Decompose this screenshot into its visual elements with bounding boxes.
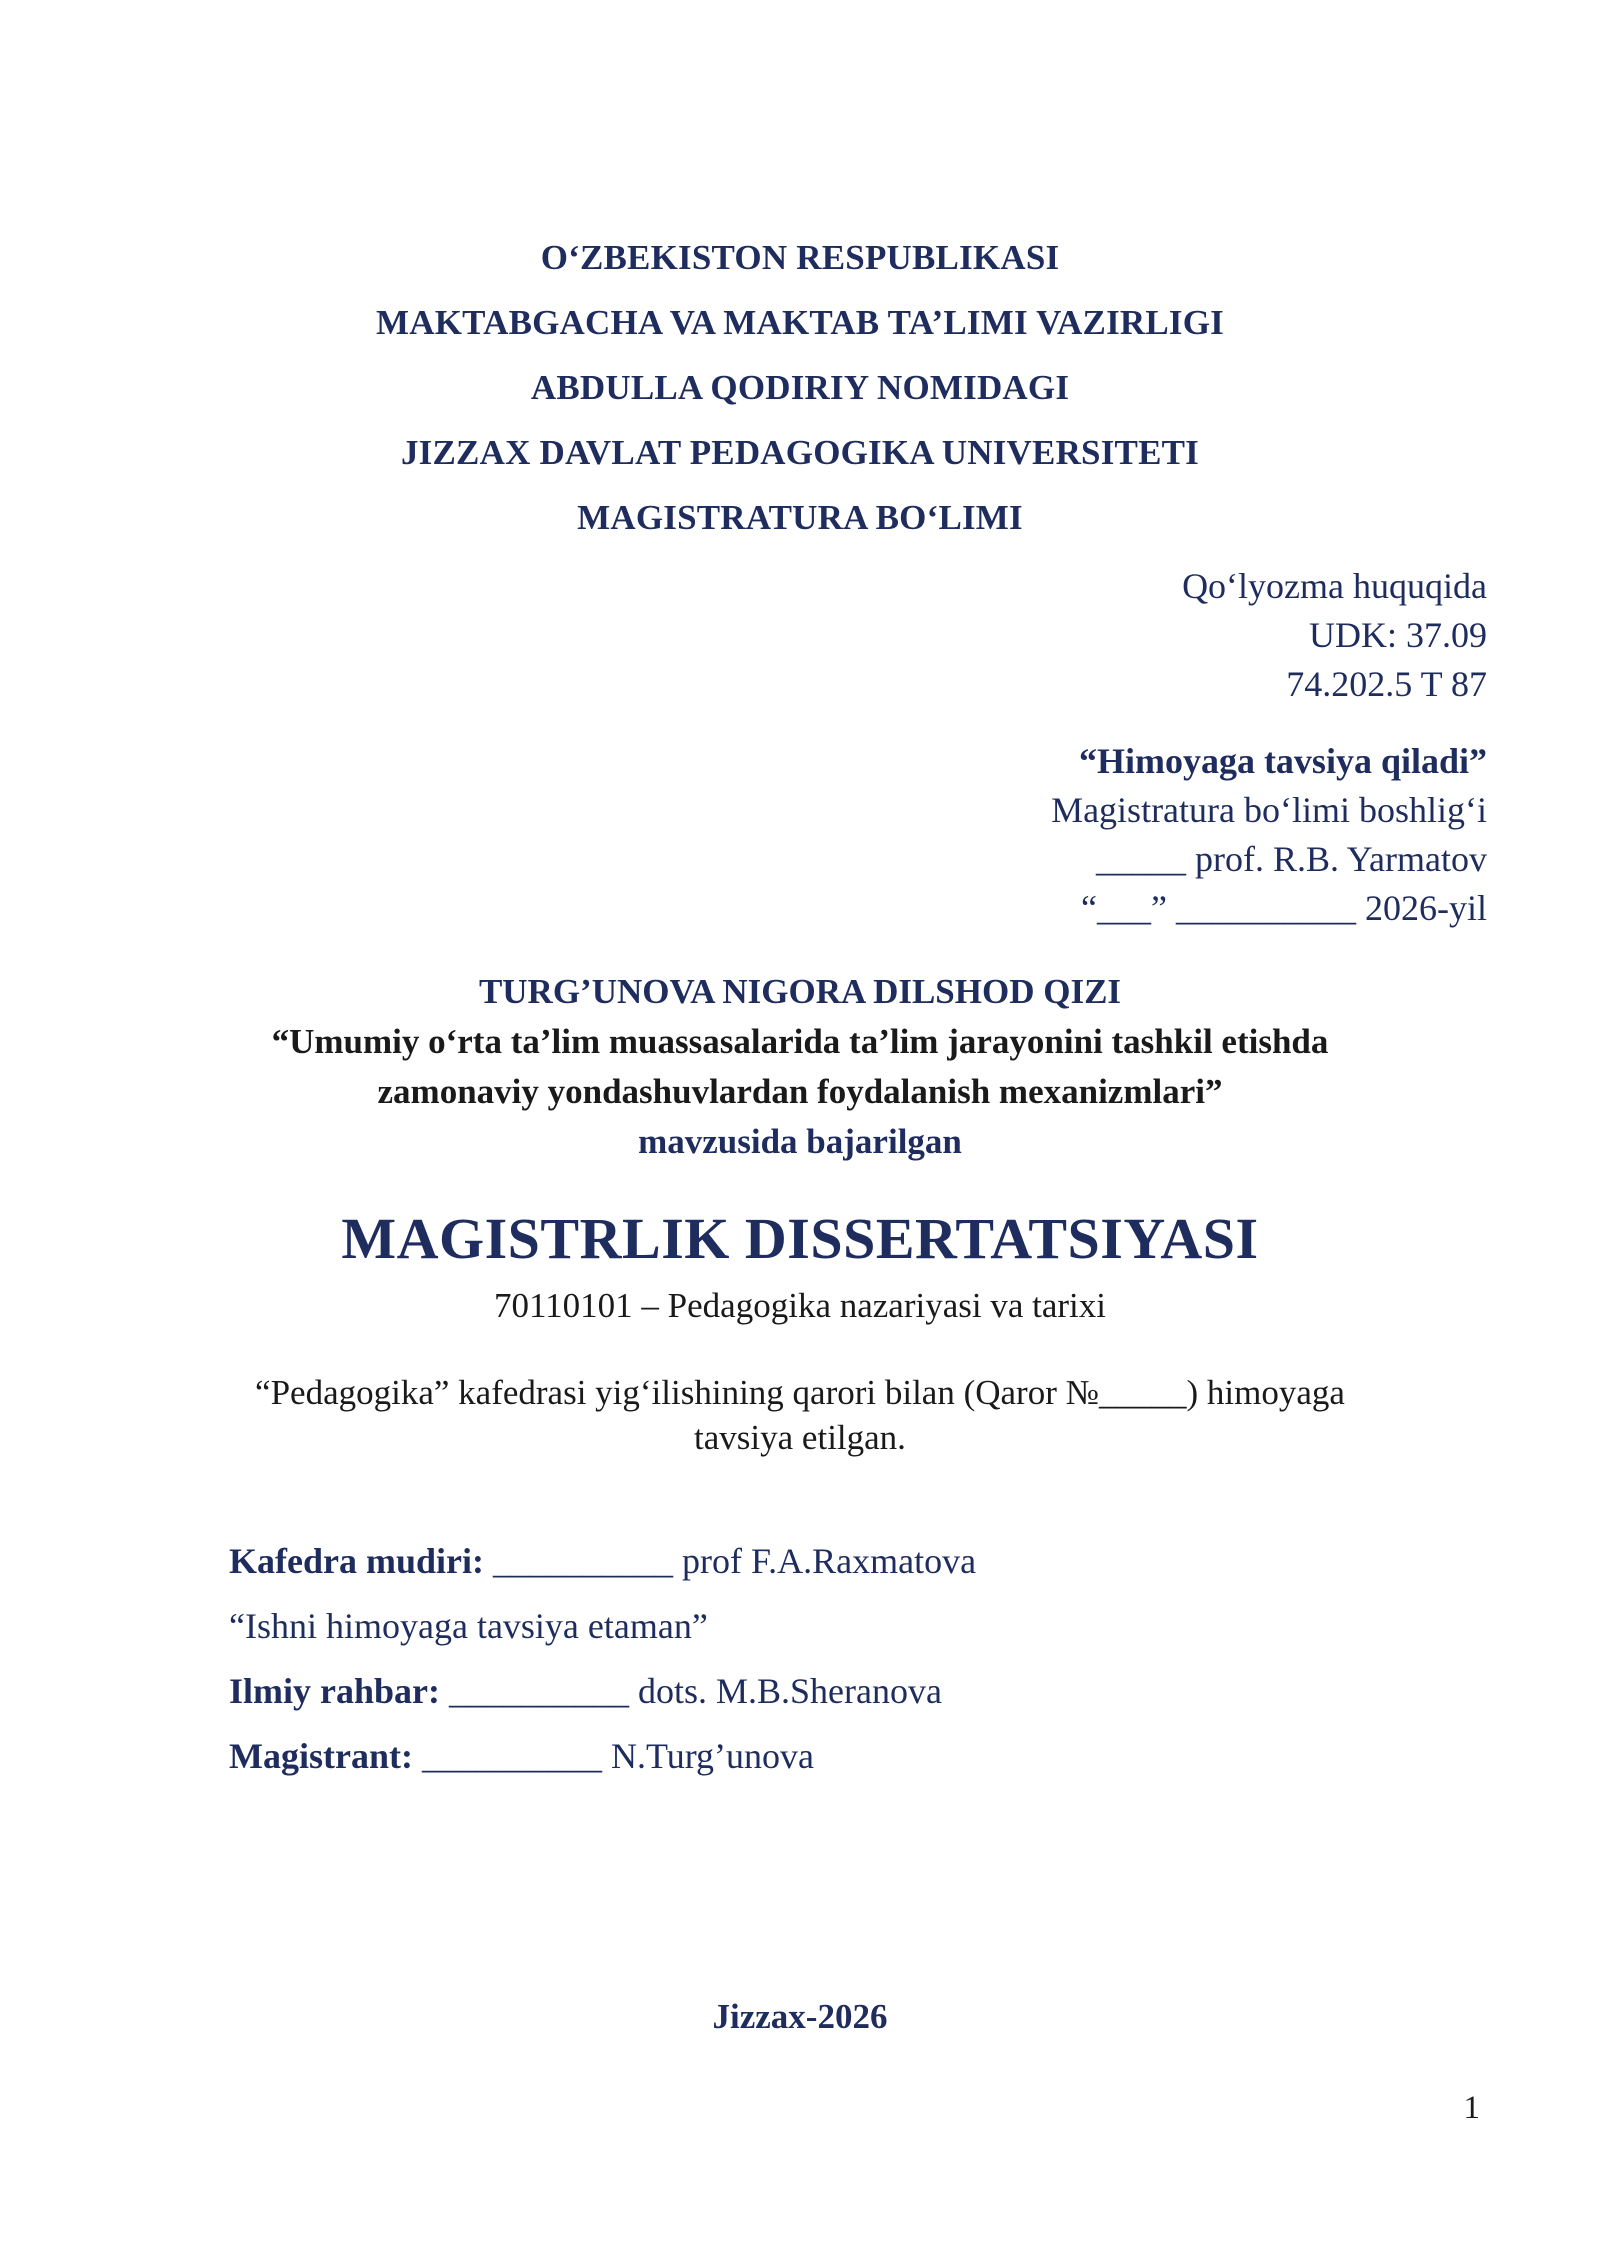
approval-title: “Himoyaga tavsiya qiladi” xyxy=(1078,741,1487,781)
approval-date: “___” __________ 2026-yil xyxy=(1081,888,1487,928)
approval-position: Magistratura bo‘limi boshlig‘i xyxy=(1051,790,1487,830)
manuscript-rights: Qo‘lyozma huquqida xyxy=(1182,566,1487,606)
advisor-line xyxy=(229,1670,942,1712)
recommend-statement: “Ishni himoyaga tavsiya etaman” xyxy=(229,1606,708,1646)
udk-code: UDK: 37.09 xyxy=(1309,615,1487,655)
header-ministry: MAKTABGACHA VA MAKTAB TA’LIMI VAZIRLIGI xyxy=(376,303,1224,342)
approval-signer: _____ prof. R.B. Yarmatov xyxy=(1095,839,1487,879)
student-label: Magistrant: xyxy=(229,1736,413,1776)
header-department: MAGISTRATURA BO‘LIMI xyxy=(577,498,1023,537)
student-value: __________ N.Turg’unova xyxy=(412,1736,814,1776)
header-named-after: ABDULLA QODIRIY NOMIDAGI xyxy=(530,368,1070,407)
topic-line-1: “Umumiy o‘rta ta’lim muassasalarida ta’lim jarayonini tashkil etishda xyxy=(271,1022,1329,1061)
header-republic: O‘ZBEKISTON RESPUBLIKASI xyxy=(540,238,1060,277)
advisor-value: __________ dots. M.B.Sheranova xyxy=(440,1671,942,1711)
header-university: JIZZAX DAVLAT PEDAGOGIKA UNIVERSITETI xyxy=(400,433,1199,472)
recommendation-line-1: “Pedagogika” kafedrasi yig‘ilishining qarori bilan (Qaror №_____) himoyaga xyxy=(255,1373,1345,1412)
specialty: 70110101 – Pedagogika nazariyasi va tarixi xyxy=(493,1286,1106,1325)
student-line xyxy=(229,1735,814,1777)
page-number: 1 xyxy=(1463,2090,1480,2126)
recommendation-line-2: tavsiya etilgan. xyxy=(694,1418,906,1457)
topic-line-2: zamonaviy yondashuvlardan foydalanish mexanizmlari” xyxy=(377,1072,1223,1111)
author-name: TURG’UNOVA NIGORA DILSHOD QIZI xyxy=(478,972,1122,1011)
classification-code: 74.202.5 T 87 xyxy=(1286,664,1487,704)
advisor-label: Ilmiy rahbar: xyxy=(229,1671,440,1711)
city-year: Jizzax-2026 xyxy=(712,1997,888,2036)
head-of-department-label: Kafedra mudiri: xyxy=(229,1541,484,1581)
topic-line-3: mavzusida bajarilgan xyxy=(638,1122,962,1161)
head-of-department-value: __________ prof F.A.Raxmatova xyxy=(483,1541,977,1581)
head-of-department-line xyxy=(229,1540,976,1582)
document-type-title: MAGISTRLIK DISSERTATSIYASI xyxy=(341,1206,1259,1271)
